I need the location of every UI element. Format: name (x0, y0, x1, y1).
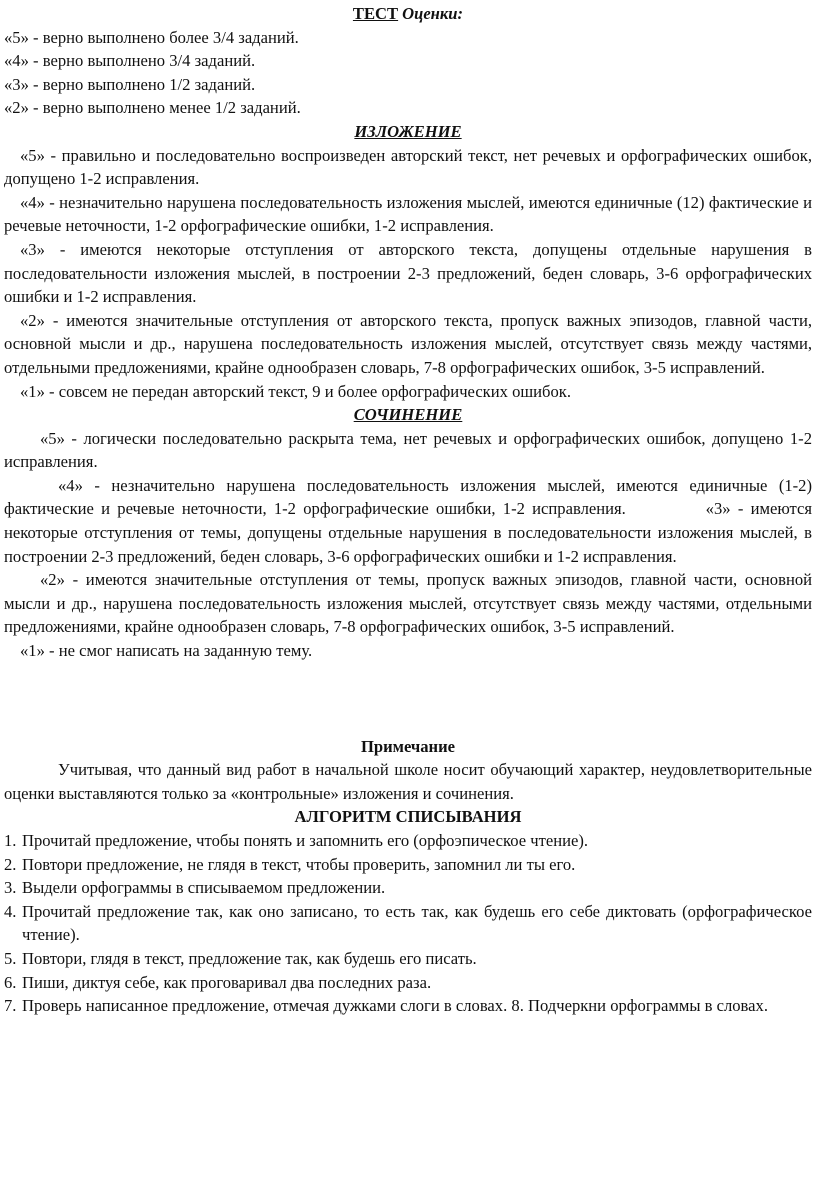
algorithm-step (4, 947, 812, 971)
algorithm-step-text: Пиши, диктуя себе, как проговаривал два последних раза. (22, 972, 432, 992)
algorithm-step-number: 1. (4, 831, 17, 850)
algorithm-step (4, 876, 812, 900)
izlozhenie-grade-5: «5» - правильно и последовательно воспроизведен авторский текст, нет речевых и орфографических ошибок, допущено 1-2 исправления. (4, 145, 812, 189)
algorithm-step-number: 3. (4, 878, 17, 898)
algorithm-step-number: 5. (4, 948, 17, 968)
sochinenie-grade-1: «1» - не смог написать на заданную тему. (20, 641, 313, 661)
algorithm-step-text: Выдели орфограммы в списываемом предложении. (22, 878, 386, 898)
algorithm-step (4, 900, 812, 947)
test-grade-4: «4» - верно выполнено 3/4 заданий. (4, 51, 256, 71)
algorithm-step (4, 829, 812, 853)
spacer (4, 663, 812, 735)
algorithm-step (4, 971, 812, 995)
izlozhenie-grade-4: «4» - незначительно нарушена последовательность изложения мыслей, имеются единичные (12) фактические и речевые неточности, 1-2 орфографические ошибки, 1-2 исправления. (4, 192, 812, 236)
algorithm-step-text: Повтори, глядя в текст, предложение так, как будешь его писать. (22, 948, 477, 968)
algorithm-step-text: Проверь написанное предложение, отмечая дужками слоги в словах. 8. Подчеркни орфограммы в словах. (22, 996, 768, 1016)
algorithm-step-number: 4. (4, 901, 17, 921)
izlozhenie-grade-2: «2» - имеются значительные отступления от авторского текста, пропуск важных эпизодов, главной части, основной мысли и др., нарушена последовательность изложения мыслей, отсутствует связь между частями, отдельными предложениями, крайне однообразен словарь, 7-8 орфографических ошибок, 3-5 исправлений. (4, 310, 812, 377)
sochinenie-grade-5: «5» - логически последовательно раскрыта тема, нет речевых и орфографических ошибок, допущено 1-2 исправления. (4, 428, 812, 472)
test-title: ТЕСТ (352, 4, 399, 23)
algorithm-list (4, 829, 812, 1018)
izlozhenie-grade-1: «1» - совсем не передан авторский текст, 9 и более орфографических ошибок. (20, 381, 571, 401)
izlozhenie-grade-3: «3» - имеются некоторые отступления от авторского текста, допущены отдельные нарушения в последовательности изложения мыслей, в построении 2-3 предложений, беден словарь, 3-6 орфографических ошибки и 1-2 исправления. (4, 239, 812, 307)
sochinenie-grade-4-3: «4» - незначительно нарушена последовательность изложения мыслей, имеются единичные (1-2) фактические и речевые неточности, 1-2 орфографические ошибки, 1-2 исправления. «3» - имеются некоторые отступления от темы, допущены отдельные нарушения в последовательности изложения мыслей, в построении 2-3 предложений, беден словарь, 3-6 орфографических ошибки и 1-2 исправления. (4, 475, 816, 566)
izlozhenie-title: ИЗЛОЖЕНИЕ (354, 121, 462, 141)
algorithm-step-text: Повтори предложение, не глядя в текст, чтобы проверить, запомнил ли ты его. (22, 854, 576, 874)
test-subtitle: Оценки: (402, 4, 464, 23)
algorithm-step-number: 2. (4, 854, 17, 874)
note-title: Примечание (360, 736, 456, 756)
algorithm-step-text: Прочитай предложение так, как оно записано, то есть так, как будешь его себе диктовать (орфографическое чтение). (22, 901, 812, 945)
algorithm-step-text: Прочитай предложение, чтобы понять и запомнить его (орфоэпическое чтение). (22, 831, 589, 850)
algorithm-step (4, 994, 812, 1018)
test-heading (4, 2, 812, 26)
algorithm-step-number: 6. (4, 972, 17, 992)
sochinenie-title: СОЧИНЕНИЕ (353, 405, 463, 425)
algorithm-step (4, 853, 812, 877)
note-text: Учитывая, что данный вид работ в начальной школе носит обучающий характер, неудовлетворительные оценки выставляются только за «контрольные» изложения и сочинения. (4, 760, 812, 803)
test-grade-5: «5» - верно выполнено более 3/4 заданий. (4, 27, 299, 47)
algorithm-step-number: 7. (4, 996, 17, 1016)
sochinenie-grade-2: «2» - имеются значительные отступления от темы, пропуск важных эпизодов, главной части, основной мысли и др., нарушена последовательность изложения мыслей, отсутствует связь между частями, отдельными предложениями, крайне однообразен словарь, 7-8 орфографических ошибок, 3-5 исправлений. (4, 570, 812, 637)
test-grade-3: «3» - верно выполнено 1/2 заданий. (4, 74, 256, 94)
test-grade-2: «2» - верно выполнено менее 1/2 заданий. (4, 98, 301, 118)
algorithm-title: АЛГОРИТМ СПИСЫВАНИЯ (294, 807, 522, 827)
